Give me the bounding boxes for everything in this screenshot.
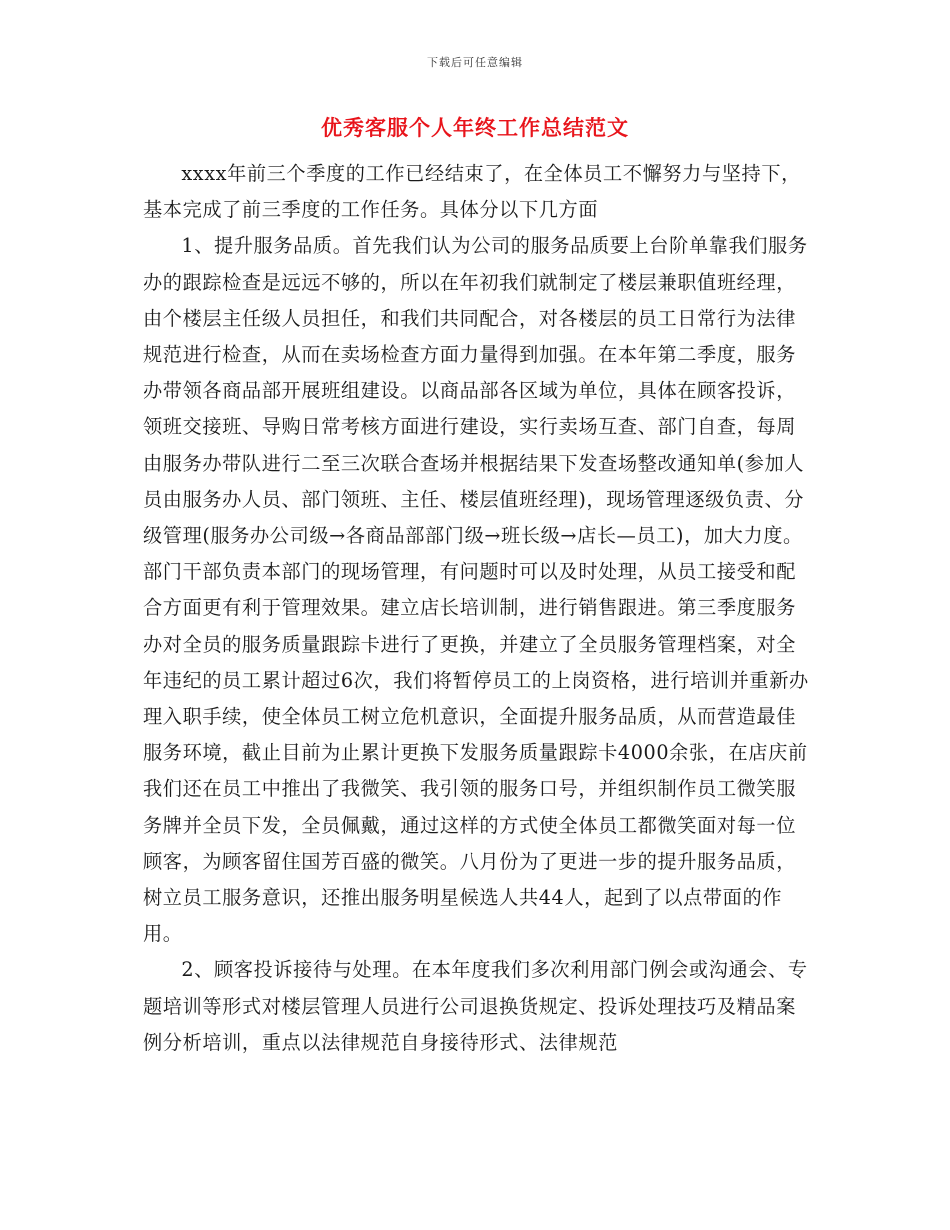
paragraph-intro: xxxx年前三个季度的工作已经结束了，在全体员工不懈努力与坚持下，基本完成了前三季度的工作任务。具体分以下几方面	[143, 162, 801, 222]
page-header-note: 下载后可任意编辑	[427, 56, 523, 69]
paragraph-complaint-handling: 2、顾客投诉接待与处理。在本年度我们多次利用部门例会或沟通会、专题培训等形式对楼层管理人员进行公司退换货规定、投诉处理技巧及精品案例分析培训，重点以法律规范自身接待形式、法律规范	[143, 958, 808, 1054]
document-title: 优秀客服个人年终工作总结范文	[321, 115, 629, 140]
document-body	[143, 156, 811, 1061]
paragraph-service-quality: 1、提升服务品质。首先我们认为公司的服务品质要上台阶单靠我们服务办的跟踪检查是远远不够的，所以在年初我们就制定了楼层兼职值班经理，由个楼层主任级人员担任，和我们共同配合，对各楼层的员工日常行为法律规范进行检查，从而在卖场检查方面力量得到加强。在本年第二季度，服务办带领各商品部开展班组建设。以商品部各区域为单位，具体在顾客投诉，领班交接班、导购日常考核方面进行建设，实行卖场互查、部门自查，每周由服务办带队进行二至三次联合查场并根据结果下发查场整改通知单(参加人员由服务办人员、部门领班、主任、楼层值班经理)，现场管理逐级负责、分级管理(服务办公司级→各商品部部门级→班长级→店长—员工)，加大力度。部门干部负责本部门的现场管理，有问题时可以及时处理，从员工接受和配合方面更有利于管理效果。建立店长培训制，进行销售跟进。第三季度服务办对全员的服务质量跟踪卡进行了更换，并建立了全员服务管理档案，对全年违纪的员工累计超过6次，我们将暂停员工的上岗资格，进行培训并重新办理入职手续，使全体员工树立危机意识，全面提升服务品质，从而营造最佳服务环境，截止目前为止累计更换下发服务质量跟踪卡4000余张，在店庆前我们还在员工中推出了我微笑、我引领的服务口号，并组织制作员工微笑服务牌并全员下发，全员佩戴，通过这样的方式使全体员工都微笑面对每一位顾客，为顾客留住国芳百盛的微笑。八月份为了更进一步的提升服务品质，树立员工服务意识，还推出服务明星候选人共44人，起到了以点带面的作用。	[143, 234, 809, 946]
